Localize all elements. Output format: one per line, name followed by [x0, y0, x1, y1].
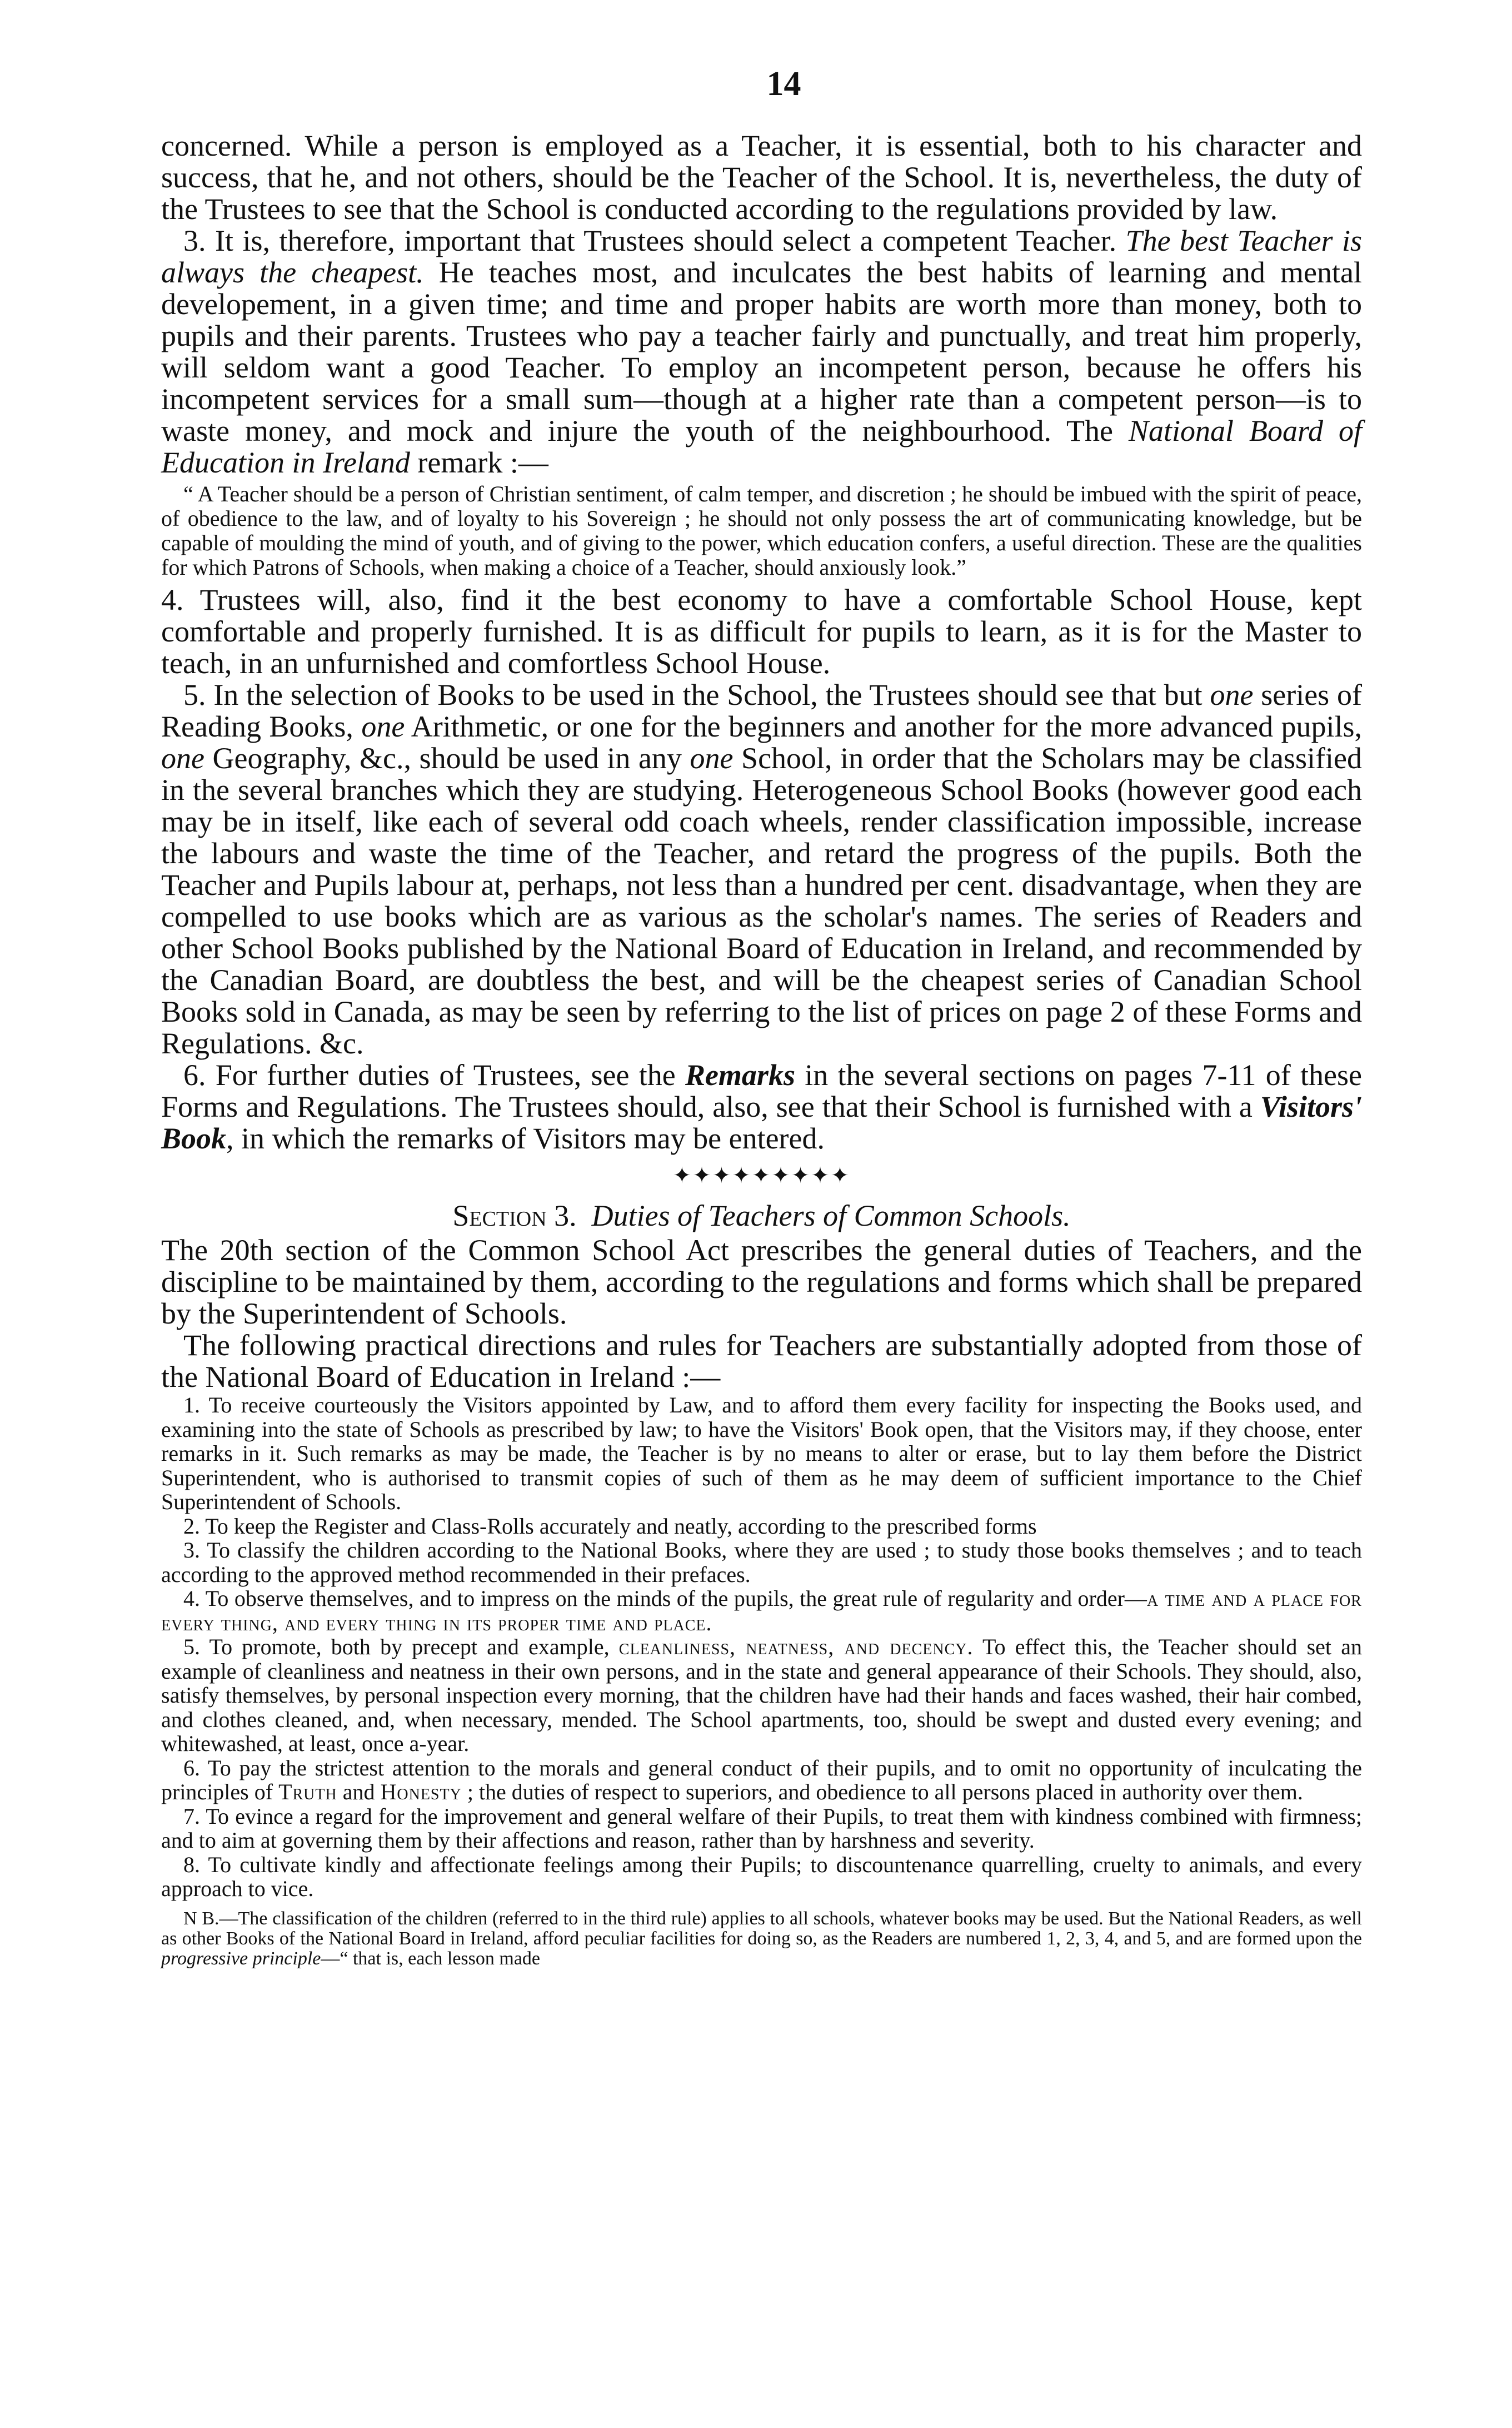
italic-phrase: one: [161, 742, 204, 775]
italic-phrase: one: [361, 710, 405, 743]
footnote: [161, 1909, 1362, 1969]
rule-2: 2. To keep the Register and Class-Rolls accurately and neatly, according to the prescribed forms: [183, 1513, 1037, 1539]
paragraph-concerned: [161, 130, 1362, 225]
paragraph-text: Geography, &c., should be used in any: [204, 742, 690, 775]
paragraph-text: Arithmetic, or one for the beginners and another for the more advanced pupils,: [405, 710, 1362, 743]
paragraph-text: He teaches most, and inculcates the best habits of learning and mental developement, in a given time; and time and proper habits are worth more than money, both to pupils and their parents. Trustees who pay a teacher fairly and punctually, and treat him properly, will seldom want a good Teacher. To employ an incompetent person, because he offers his incompetent services for a small sum—though at a higher rate than a competent person—is to waste money, and mock and injure the youth of the neighbourhood. The: [161, 256, 1362, 447]
italic-phrase: Visitors' Book: [161, 1090, 1362, 1155]
italic-phrase: progressive principle: [161, 1948, 321, 1969]
italic-phrase: one: [1210, 678, 1254, 712]
rule-4: [161, 1586, 1362, 1635]
rule-text: ; the duties of respect to superiors, and obedience to all persons placed in authority over them.: [461, 1779, 1303, 1804]
paragraph-3: [161, 225, 1362, 479]
paragraph-4: 4. Trustees will, also, find it the best economy to have a comfortable School House, kept comfortable and properly furnished. It is as difficult for pupils to learn, as it is for the Master to teach, in an unfurnished and comfortless School House.: [161, 583, 1362, 680]
rule-8: 8. To cultivate kindly and affectionate feelings among their Pupils; to discountenance quarrelling, cruelty to animals, and every approach to vice.: [161, 1852, 1362, 1901]
rule-1: 1. To receive courteously the Visitors appointed by Law, and to afford them every facility for inspecting the Books used, and examining into the state of Schools as prescribed by law; to have the Visitors' Book open, that the Visitors may, if they choose, enter remarks in it. Such remarks as may be made, the Teacher is by no means to alter or erase, but to lay them before the District Superintendent, who is authorised to transmit copies of such of them as he may deem of sufficient importance to the Chief Superintendent of Schools.: [161, 1392, 1362, 1514]
small-caps-phrase: Truth: [278, 1779, 337, 1804]
italic-phrase: National Board of Education in Ireland: [161, 414, 1363, 479]
paragraph-text: remark :—: [410, 446, 548, 479]
page-number: 14: [766, 65, 801, 103]
rule-text: 4. To observe themselves, and to impress on the minds of the pupils, the great rule of regularity and order—: [183, 1586, 1147, 1611]
paragraph-text: concerned. While a person is employed as a Teacher, it is essential, both to his character and success, that he, and not others, should be the Teacher of the School. It is, nevertheless, the duty of the Trustees to see that the School is conducted according to the regulations provided by law.: [161, 129, 1362, 226]
paragraph-text: 5. In the selection of Books to be used in the School, the Trustees should see that but: [183, 678, 1210, 712]
small-caps-phrase: a time and a place for every thing, and every thing in its proper time and place.: [161, 1586, 1362, 1635]
rule-text: To effect this, the Teacher should set an example of cleanliness and neatness in their own persons, and in the state and general appearance of their Schools. They should, also, satisfy themselves, by personal inspection every morning, that the children have had their hands and faces washed, their hair combed, and clothes cleaned, and, when necessary, mended. The School apartments, too, should be swept and dusted every evening; and whitewashed, at least, once a-year.: [161, 1634, 1362, 1756]
section-heading: [161, 1199, 1362, 1232]
paragraph-text: in the several sections on pages 7-11 of these Forms and Regulations. The Trustees should, also, see that their School is furnished with a: [161, 1058, 1362, 1123]
rule-5: [161, 1635, 1362, 1756]
italic-phrase: one: [690, 742, 733, 775]
rule-text: and: [337, 1779, 381, 1804]
paragraph-6: [161, 1059, 1362, 1155]
rule-text: 5. To promote, both by precept and example,: [183, 1634, 619, 1659]
section-label: Section 3.: [452, 1199, 577, 1232]
small-caps-phrase: cleanliness, neatness, and decency.: [618, 1634, 974, 1659]
section-title: Duties of Teachers of Common Schools.: [591, 1199, 1071, 1232]
paragraph-text: 3. It is, therefore, important that Trustees should select a competent Teacher.: [183, 224, 1126, 257]
italic-phrase: Remarks: [685, 1058, 795, 1092]
paragraph-text: series of Reading Books,: [161, 678, 1362, 743]
rule-6: [161, 1756, 1362, 1804]
italic-phrase: The best Teacher is always the cheapest.: [161, 224, 1362, 289]
section3-intro-2: The following practical directions and rules for Teachers are substantially adopted from those of the National Board of Education in Ireland :—: [161, 1329, 1362, 1394]
rule-7: 7. To evince a regard for the improvement and general welfare of their Pupils, to treat them with kindness combined with firmness; and to aim at governing them by their affections and reason, rather than by harshness and severity.: [161, 1803, 1362, 1853]
section3-intro-1: The 20th section of the Common School Act prescribes the general duties of Teachers, and the discipline to be maintained by them, according to the regulations and forms which shall be prepared by the Superintendent of Schools.: [161, 1233, 1362, 1330]
paragraph-5: [161, 679, 1362, 1059]
footnote-text: N B.—The classification of the children (referred to in the third rule) applies to all schools, whatever books may be used. But the National Readers, as well as other Books of the National Board in Ireland, afford peculiar facilities for doing so, as the Readers are numbered 1, 2, 3, 4, and 5, and are formed upon the: [161, 1908, 1362, 1949]
small-caps-phrase: Honesty: [380, 1779, 462, 1804]
paragraph-text: , in which the remarks of Visitors may be entered.: [226, 1122, 825, 1155]
footnote-text: —“ that is, each lesson made: [321, 1948, 541, 1969]
paragraph-text: 6. For further duties of Trustees, see the: [183, 1058, 685, 1092]
paragraph-text: School, in order that the Scholars may be classified in the several branches which they are studying. Heterogeneous School Books (however good each may be in itself, like each of several odd coach wheels, render classification impossible, increase the labours and waste the time of the Teacher, and retard the progress of the pupils. Both the Teacher and Pupils labour at, perhaps, not less than a hundred per cent. disadvantage, when they are compelled to use books which are as various as the scholar's names. The series of Readers and other School Books published by the National Board of Education in Ireland, and recommended by the Canadian Board, are doubtless the best, and will be the cheapest series of Canadian School Books sold in Canada, as may be seen by referring to the list of prices on page 2 of these Forms and Regulations. &c.: [161, 742, 1362, 1060]
rule-text: 6. To pay the strictest attention to the morals and general conduct of their pupils, and to omit no opportunity of inculcating the principles of: [161, 1755, 1362, 1804]
ornamental-divider: ✦✦✦✦✦✦✦✦✦: [672, 1163, 851, 1188]
rule-3: 3. To classify the children according to the National Books, where they are used ; to study those books themselves ; and to teach according to the approved method recommended in their prefaces.: [161, 1538, 1362, 1587]
block-quote: “ A Teacher should be a person of Christian sentiment, of calm temper, and discretion ; he should be imbued with the spirit of peace, of obedience to the law, and of loyalty to his Sovereign ; he should not only possess the art of communicating knowledge, but be capable of moulding the mind of youth, and of giving to the power, which education confers, a useful direction. These are the qualities for which Patrons of Schools, when making a choice of a Teacher, should anxiously look.”: [161, 481, 1362, 580]
